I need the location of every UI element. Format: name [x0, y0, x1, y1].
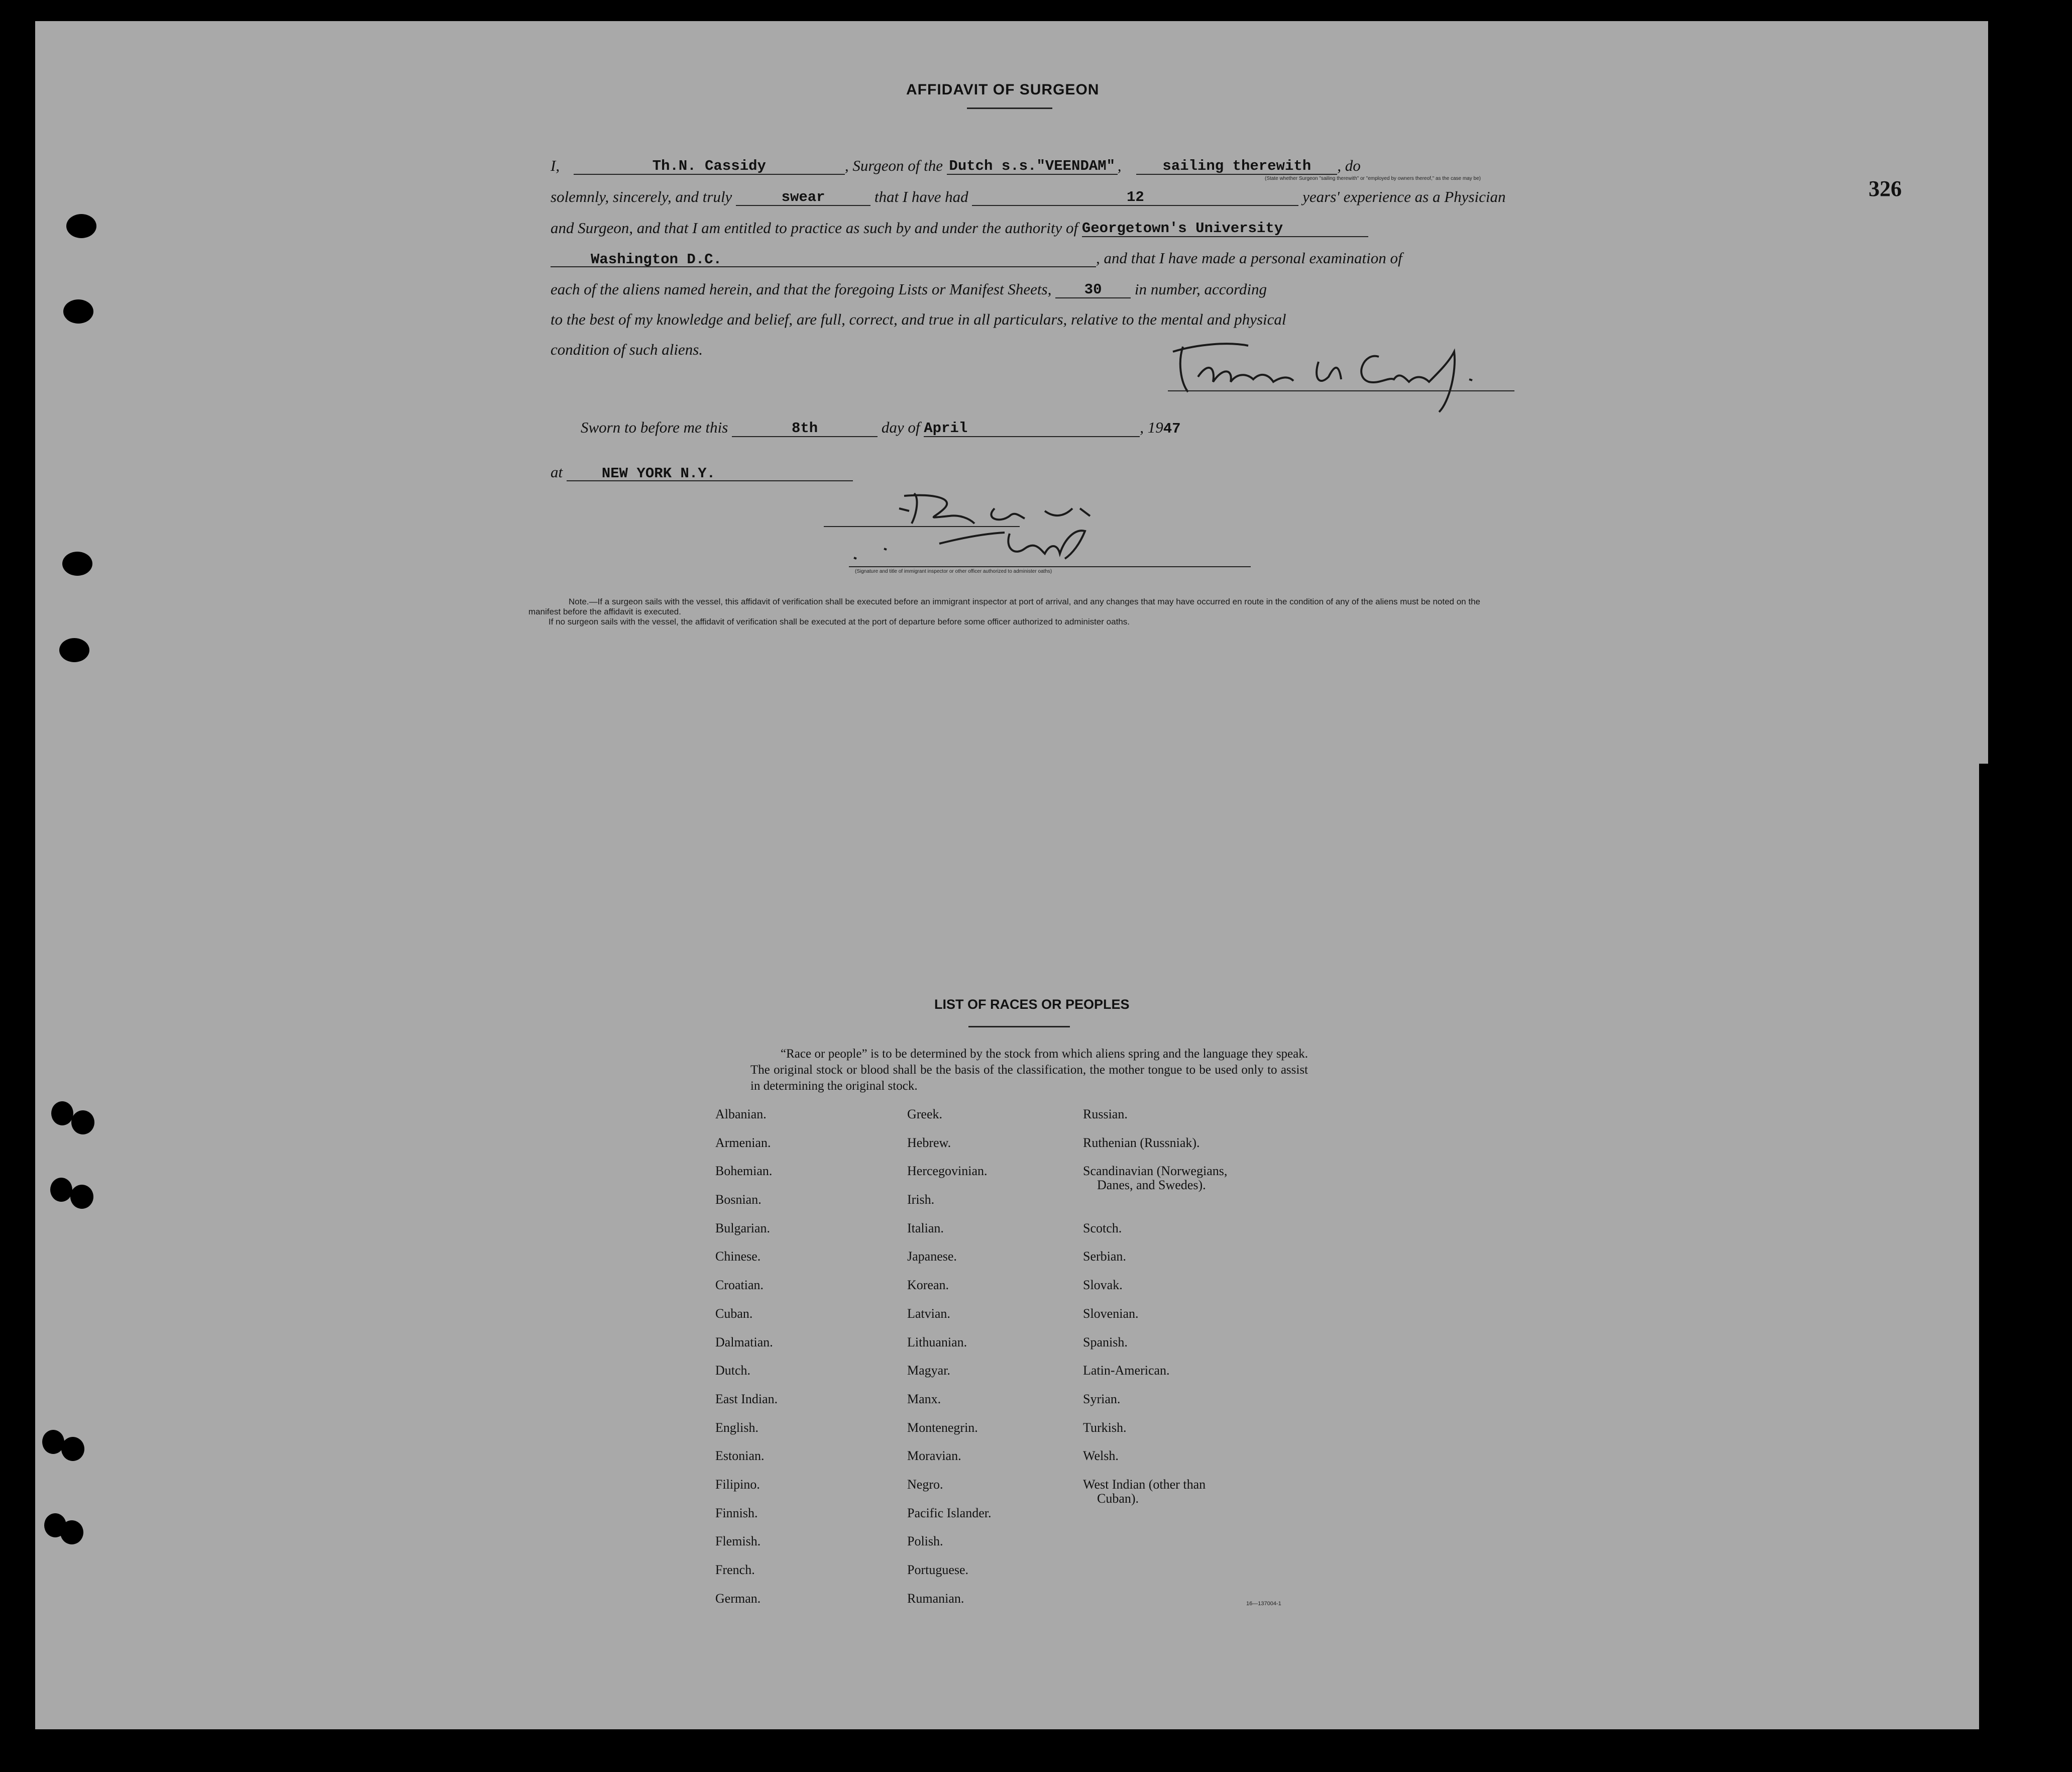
oath-field [736, 187, 870, 206]
race-item: Croatian. [715, 1278, 764, 1293]
race-item: Greek. [907, 1107, 943, 1121]
race-item: Turkish. [1083, 1420, 1127, 1435]
race-item: Korean. [907, 1278, 949, 1293]
affidavit-line-5 [551, 279, 1267, 298]
races-intro-text: “Race or people” is to be determined by the stock from which aliens spring and the language they speak. The original stock or blood shall be the basis of the classification, the mother tongue to be used only to assist in determining the original stock. [750, 1047, 1308, 1093]
authority-value: Georgetown's University [1081, 220, 1283, 237]
race-item: English. [715, 1420, 758, 1435]
scan-edge-shadow [1979, 764, 1989, 1729]
race-item: German. [715, 1591, 761, 1606]
inspector-caption: (Signature and title of immigrant inspector or other officer authorized to administer oaths) [855, 569, 1052, 574]
race-item: Bulgarian. [715, 1220, 771, 1235]
race-item: Montenegrin. [907, 1420, 978, 1435]
punch-hole [50, 1178, 72, 1202]
manifest-page [35, 21, 1988, 1729]
race-item: Rumanian. [907, 1591, 964, 1606]
race-item: French. [715, 1562, 755, 1577]
race-item: Bohemian. [715, 1164, 773, 1179]
punch-hole [62, 552, 92, 576]
vessel-field [947, 156, 1118, 175]
surgeon-signature [1168, 332, 1514, 417]
form-number: 16—137004-1 [1246, 1601, 1281, 1607]
races-column-2 [907, 1107, 1088, 1620]
years-value: 12 [1127, 189, 1144, 205]
sailing-field [1136, 156, 1337, 175]
race-item: Welsh. [1083, 1448, 1119, 1464]
races-title: LIST OF RACES OR PEOPLES [934, 997, 1130, 1012]
race-item: Magyar. [907, 1363, 950, 1378]
sheets-value: 30 [1084, 281, 1102, 298]
inspector-signature [784, 468, 1291, 574]
place-value: NEW YORK N.Y. [601, 465, 716, 482]
race-item: Serbian. [1083, 1249, 1126, 1264]
sworn-pre: Sworn to before me this [581, 419, 728, 436]
race-item: East Indian. [715, 1391, 778, 1406]
punch-hole [63, 299, 93, 324]
race-item: Armenian. [715, 1135, 771, 1150]
affidavit-line-1 [551, 156, 1361, 175]
race-item-cont: Cuban). [1097, 1491, 1139, 1506]
affidavit-line-2 [551, 187, 1505, 206]
page-number: 326 [1869, 176, 1902, 201]
race-item: Finnish. [715, 1505, 758, 1520]
race-item: Slovak. [1083, 1278, 1123, 1293]
note-2: If no surgeon sails with the vessel, the affidavit of verification shall be executed at the port of departure before some officer authorized to administer oaths. [549, 617, 1130, 627]
race-item: Filipino. [715, 1477, 760, 1492]
line2-post: years' experience as a Physician [1302, 188, 1506, 205]
race-item: Polish. [907, 1534, 943, 1549]
race-item: Scotch. [1083, 1220, 1122, 1235]
line5-pre: each of the aliens named herein, and that the foregoing Lists or Manifest Sheets, [551, 280, 1052, 298]
surgeon-name-field [574, 156, 845, 175]
sheets-field [1055, 279, 1131, 298]
race-item: Albanian. [715, 1107, 767, 1121]
affidavit-line-7: condition of such aliens. [551, 341, 703, 358]
race-item: Negro. [907, 1477, 943, 1492]
race-item: Lithuanian. [907, 1334, 967, 1349]
race-item: Hercegovinian. [907, 1164, 988, 1179]
line5-post: in number, according [1134, 280, 1267, 298]
punch-hole [61, 1437, 84, 1461]
line2-mid: that I have had [874, 188, 968, 205]
race-item: Scandinavian (Norwegians, [1083, 1164, 1228, 1179]
race-item: Italian. [907, 1220, 944, 1235]
sworn-mid: day of [881, 419, 920, 436]
oath-word: swear [781, 189, 825, 205]
race-item: Japanese. [907, 1249, 957, 1264]
punch-hole [71, 1110, 94, 1134]
sailing-status: sailing therewith [1162, 158, 1312, 174]
race-item: Irish. [907, 1192, 935, 1207]
surgeon-signature-graphic [1168, 332, 1514, 417]
authority-field [1082, 218, 1368, 237]
punch-hole [51, 1101, 73, 1125]
sworn-month-field [924, 418, 1140, 437]
race-item: Flemish. [715, 1534, 761, 1549]
affidavit-title: AFFIDAVIT OF SURGEON [906, 81, 1100, 98]
races-column-3 [1083, 1107, 1294, 1520]
race-item-cont: Danes, and Swedes). [1097, 1178, 1206, 1193]
race-item: West Indian (other than [1083, 1477, 1206, 1492]
line3-pre: and Surgeon, and that I am entitled to practice as such by and under the authority of [551, 219, 1078, 237]
affidavit-note [528, 597, 1513, 627]
races-column-1 [715, 1107, 896, 1620]
race-item: Dalmatian. [715, 1334, 773, 1349]
sworn-year-prefix: , 19 [1140, 419, 1163, 436]
race-item: Moravian. [907, 1448, 961, 1464]
vessel-name: Dutch s.s."VEENDAM" [949, 158, 1116, 174]
races-title-underline [968, 1026, 1070, 1027]
affidavit-line-4 [551, 249, 1402, 267]
inspector-signature-graphic [784, 468, 1291, 574]
affidavit-sheet [35, 21, 1988, 1729]
punch-hole [66, 214, 96, 238]
race-item: Hebrew. [907, 1135, 951, 1150]
sworn-day-field [732, 418, 878, 437]
sworn-year: 47 [1163, 421, 1181, 437]
race-item: Spanish. [1083, 1334, 1128, 1349]
punch-hole [60, 1520, 83, 1544]
authority-cont-field [551, 249, 1096, 267]
race-item: Chinese. [715, 1249, 761, 1264]
race-item: Ruthenian (Russniak). [1083, 1135, 1200, 1150]
race-item: Portuguese. [907, 1562, 969, 1577]
race-item: Cuban. [715, 1306, 753, 1321]
sworn-line [581, 418, 1181, 437]
title-underline [967, 108, 1052, 109]
surgeon-name: Th.N. Cassidy [652, 158, 766, 174]
race-item: Manx. [907, 1391, 941, 1406]
sailing-note: (State whether Surgeon "sailing therewith" or "employed by owners thereof," as the case may be) [1265, 176, 1481, 181]
place-pre: at [551, 463, 563, 481]
race-item: Slovenian. [1083, 1306, 1139, 1321]
line1-post: , do [1337, 157, 1361, 174]
line1-mid: , Surgeon of the [844, 157, 943, 174]
punch-hole [70, 1185, 93, 1209]
race-item: Dutch. [715, 1363, 751, 1378]
years-field [972, 187, 1298, 206]
sworn-month: April [924, 420, 968, 437]
race-item: Estonian. [715, 1448, 765, 1464]
races-intro [750, 1046, 1308, 1094]
sworn-day: 8th [791, 420, 818, 437]
race-item: Latin-American. [1083, 1363, 1170, 1378]
line4-post: , and that I have made a personal examination of [1096, 249, 1402, 267]
affidavit-line-3 [551, 218, 1368, 237]
race-item: Syrian. [1083, 1391, 1121, 1406]
line2-pre: solemnly, sincerely, and truly [551, 188, 732, 205]
race-item: Bosnian. [715, 1192, 761, 1207]
punch-hole [59, 638, 89, 662]
line1-comma: , [1117, 157, 1122, 174]
authority-cont: Washington D.C. [591, 251, 722, 268]
affidavit-line-6: to the best of my knowledge and belief, are full, correct, and true in all particulars, relative to the mental and physical [551, 310, 1286, 328]
race-item: Latvian. [907, 1306, 950, 1321]
note-1: Note.—If a surgeon sails with the vessel, this affidavit of verification shall be executed before an immigrant inspector at port of arrival, and any changes that may have occurred en route in the condition of any of the aliens must be noted on the manifest before the affidavit is executed. [528, 597, 1480, 616]
race-item: Russian. [1083, 1107, 1128, 1121]
line1-pre: I, [551, 157, 560, 174]
race-item: Pacific Islander. [907, 1505, 992, 1520]
